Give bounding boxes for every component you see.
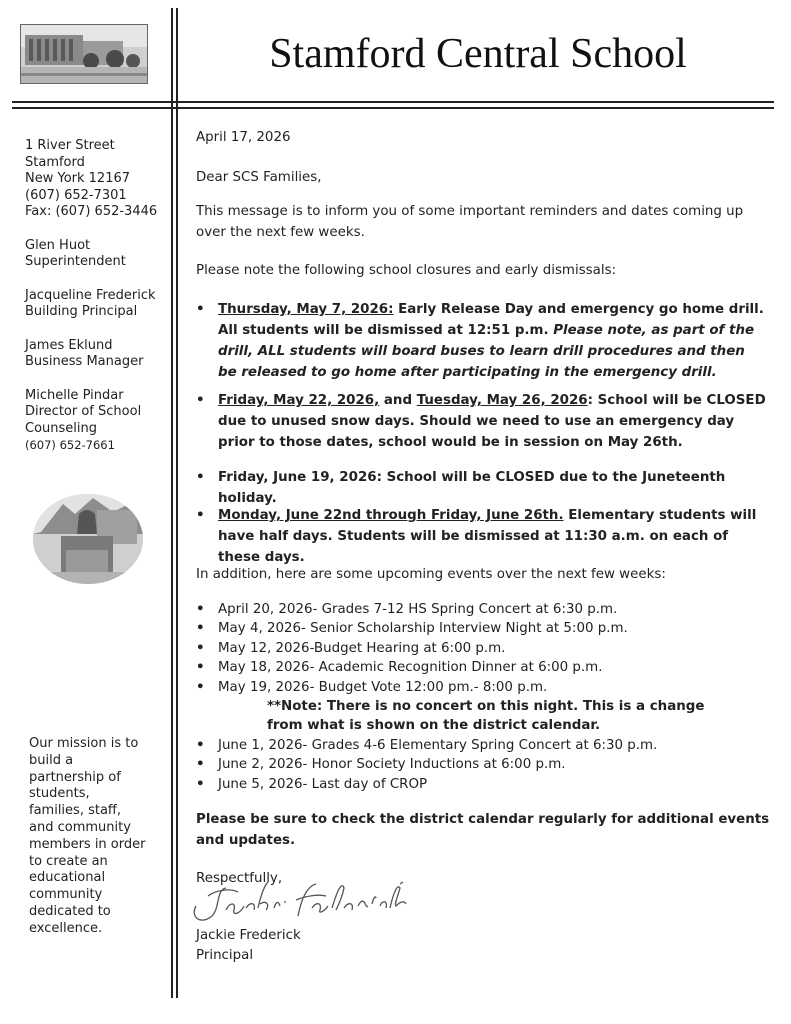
staff-role: Director of School (25, 404, 142, 419)
school-building-photo (20, 24, 148, 84)
bullet: • (196, 660, 205, 676)
mission-line: to create an (29, 853, 108, 869)
staff-name: Glen Huot (25, 237, 91, 253)
sidebar (25, 138, 170, 471)
bullet: • (196, 470, 205, 485)
mission-statement (29, 736, 164, 938)
staff-name: James Eklund (25, 337, 113, 353)
closure-text: Friday, June 19, 2026: School will be CLOSED due to the Juneteenth holiday. (218, 470, 726, 506)
staff-name: Michelle Pindar (25, 387, 124, 403)
event-text: May 19, 2026- Budget Vote 12:00 pm.- 8:00 p.m. (218, 679, 548, 695)
fax: Fax: (607) 652-3446 (25, 204, 158, 219)
intro-paragraph: This message is to inform you of some important reminders and dates coming up over the next few weeks. (196, 204, 744, 240)
list-item (196, 678, 768, 697)
bullet: • (196, 393, 205, 408)
calendar-reminder: Please be sure to check the district calendar regularly for additional events and updates. (196, 812, 770, 848)
signature (186, 876, 446, 928)
bullet: • (196, 302, 205, 317)
closure-date: Friday, May 22, 2026, (218, 393, 380, 408)
address-line: Stamford (25, 154, 85, 170)
letter-date: April 17, 2026 (196, 130, 291, 145)
signer-title: Principal (196, 948, 254, 963)
bullet: • (196, 621, 205, 637)
bullet: • (196, 508, 205, 523)
closure-text: : School will be CLOSED due to unused snow days. Should we need to use an emergency day prior to those dates, school would be in session on May 26th. (218, 393, 766, 450)
event-note: **Note: There is no concert on this night. This is a change from what is shown on the district calendar. (267, 699, 705, 734)
bullet: • (196, 776, 205, 792)
mission-line: members in order (29, 836, 146, 852)
staff-role: Counseling (25, 420, 97, 436)
bullet: • (196, 640, 205, 656)
list-item (196, 755, 768, 774)
staff-business-manager (25, 338, 170, 371)
closure-item (196, 390, 768, 453)
staff-role: Building Principal (25, 304, 138, 319)
list-item (196, 775, 768, 794)
vertical-rule (176, 8, 178, 998)
address-line: New York 12167 (25, 171, 131, 186)
event-text: June 1, 2026- Grades 4-6 Elementary Spring Concert at 6:30 p.m. (218, 737, 658, 753)
event-text: May 18, 2026- Academic Recognition Dinner at 6:00 p.m. (218, 660, 603, 676)
staff-principal (25, 288, 170, 321)
bell-monument-photo (33, 494, 143, 584)
mission-line: students, (29, 786, 90, 802)
events-list (196, 600, 768, 794)
mission-line: educational (29, 870, 106, 886)
event-text: April 20, 2026- Grades 7-12 HS Spring Concert at 6:30 p.m. (218, 602, 618, 617)
event-text: June 5, 2026- Last day of CROP (218, 776, 428, 792)
closure-date: Thursday, May 7, 2026: (218, 302, 394, 317)
address-line: 1 River Street (25, 138, 115, 153)
mission-line: excellence. (29, 920, 103, 936)
closure-item (196, 505, 768, 568)
bullet: • (196, 679, 205, 695)
events-intro: In addition, here are some upcoming events over the next few weeks: (196, 567, 666, 582)
address-block (25, 138, 170, 221)
staff-phone: (607) 652-7661 (25, 438, 115, 452)
mission-line: dedicated to (29, 903, 111, 919)
mission-line: partnership of (29, 769, 121, 785)
list-item (196, 736, 768, 755)
mission-line: build a (29, 752, 74, 768)
bullet: • (196, 737, 205, 753)
closure-item (196, 467, 768, 509)
staff-counselor (25, 388, 170, 454)
mission-line: Our mission is to (29, 736, 139, 751)
closing: Respectfully, (196, 871, 283, 886)
staff-name: Jacqueline Frederick (25, 287, 156, 303)
list-item (196, 600, 768, 619)
closure-date: Tuesday, May 26, 2026 (416, 393, 588, 408)
signer-name: Jackie Frederick (196, 928, 301, 943)
staff-superintendent (25, 238, 170, 271)
horizontal-rule (12, 107, 774, 109)
closure-item (196, 299, 768, 383)
event-text: May 4, 2026- Senior Scholarship Interview Night at 5:00 p.m. (218, 621, 628, 637)
page-title: Stamford Central School (269, 31, 687, 77)
bullet: • (196, 757, 205, 773)
list-item (196, 658, 768, 677)
closure-text: Elementary students will have half days. Students will be dismissed at 11:30 a.m. on each of these days. (218, 508, 757, 565)
closure-note: Please note, as part of the drill, ALL students will board buses to learn drill procedures and then be released to go home after participating in the emergency drill. (218, 323, 755, 380)
closure-date: Monday, June 22nd through Friday, June 26th. (218, 508, 564, 523)
event-text: June 2, 2026- Honor Society Inductions at 6:00 p.m. (218, 757, 566, 773)
salutation: Dear SCS Families, (196, 170, 322, 185)
staff-role: Business Manager (25, 354, 144, 369)
event-text: May 12, 2026-Budget Hearing at 6:00 p.m. (218, 640, 506, 656)
closure-text: and (379, 393, 417, 408)
staff-role: Superintendent (25, 254, 126, 269)
phone: (607) 652-7301 (25, 187, 127, 203)
horizontal-rule (12, 101, 774, 103)
mission-line: and community (29, 819, 131, 835)
list-item (196, 639, 768, 658)
mission-line: families, staff, (29, 803, 122, 819)
bullet: • (196, 602, 205, 617)
mission-line: community (29, 887, 103, 903)
closures-intro: Please note the following school closures and early dismissals: (196, 263, 617, 278)
closure-text: Early Release Day and emergency go home drill. All students will be dismissed at 12:51 p.m. (218, 302, 764, 338)
vertical-rule (171, 8, 173, 998)
list-item (196, 619, 768, 638)
